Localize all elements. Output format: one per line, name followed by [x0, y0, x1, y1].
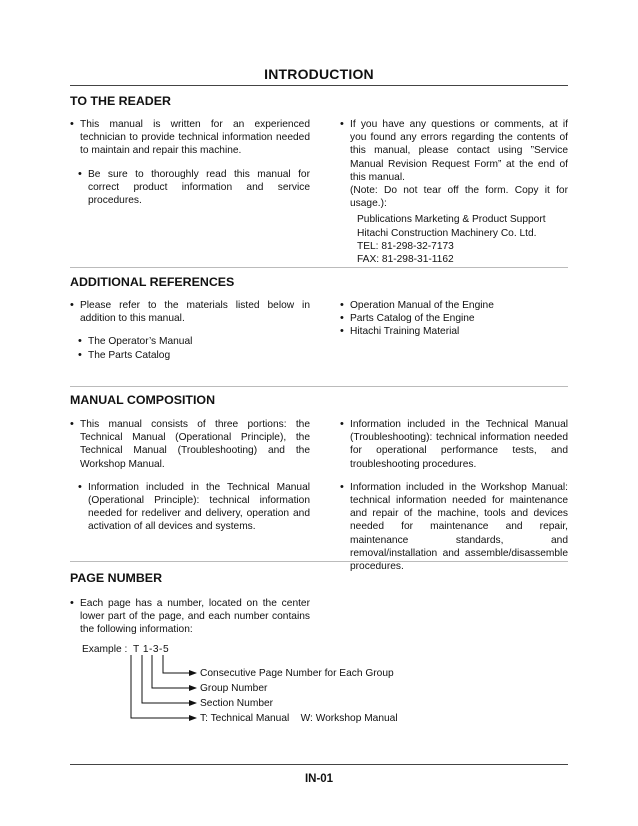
list-item: • Operation Manual of the Engine [340, 299, 568, 312]
list-item: • Hitachi Training Material [340, 325, 568, 338]
arrow-group-number [152, 655, 196, 688]
label-section-number: Section Number [200, 698, 274, 709]
section-heading-page-number: PAGE NUMBER [70, 571, 163, 585]
page-title: INTRODUCTION [264, 66, 374, 82]
label-consecutive-page: Consecutive Page Number for Each Group [200, 668, 394, 679]
example-label: Example : T 1-3-5 [82, 644, 170, 655]
list-item: • Information included in the Technical Manual (Troubleshooting): technical information needed for operational performance tests, and troubleshooting procedures. [340, 418, 568, 471]
list-item: • If you have any questions or comments, at if you found any errors regarding the contents of this manual, please contact using ”Service Manual Revision Request Form” at the end of this manual. [340, 118, 568, 184]
list-item: • Information included in the Workshop Manual: technical information needed for maintenance and repair of the machine, tools and devices needed for maintenance and repair, maintenance standards, and removal/installation and assemble/disassemble procedures. [340, 481, 568, 573]
label-manual-type: T: Technical Manual W: Workshop Manual [200, 713, 398, 724]
list-item: • The Operator’s Manual [70, 335, 310, 348]
label-group-number: Group Number [200, 683, 268, 694]
section-heading-additional-references: ADDITIONAL REFERENCES [70, 275, 235, 289]
list-item: • Be sure to thoroughly read this manual for correct product information and service procedures. [70, 168, 310, 208]
list-item: • Information included in the Technical Manual (Operational Principle): technical information needed for redeliver and delivery, operation and activation of all devices and systems. [70, 481, 310, 534]
list-item: • Each page has a number, located on the center lower part of the page, and each number contains the following information: [70, 597, 310, 637]
list-item: • This manual consists of three portions: the Technical Manual (Operational Principle), the Technical Manual (Troubleshooting) and the Workshop Manual. [70, 418, 310, 471]
contact-line: FAX: 81-298-31-1162 [357, 254, 454, 266]
section-heading-to-the-reader: TO THE READER [70, 94, 171, 108]
example-code: T 1-3-5 [132, 644, 170, 655]
section-heading-manual-composition: MANUAL COMPOSITION [70, 393, 216, 407]
arrow-section-number [142, 655, 196, 703]
list-item: • This manual is written for an experienced technician to provide technical information needed to maintain and repair this machine. [70, 118, 310, 158]
list-item: • The Parts Catalog [70, 349, 310, 362]
contact-line: TEL: 81-298-32-7173 [357, 240, 454, 252]
contact-line: Hitachi Construction Machinery Co. Ltd. [357, 227, 537, 239]
footer-rule [70, 764, 568, 765]
list-item: • Please refer to the materials listed below in addition to this manual. [70, 299, 310, 325]
contact-line: Publications Marketing & Product Support [357, 214, 546, 226]
note-text: (Note: Do not tear off the form. Copy it for usage.): [350, 185, 568, 210]
page-number: IN-01 [304, 773, 334, 785]
arrow-page-number [163, 655, 196, 673]
list-item: • Parts Catalog of the Engine [340, 312, 568, 325]
